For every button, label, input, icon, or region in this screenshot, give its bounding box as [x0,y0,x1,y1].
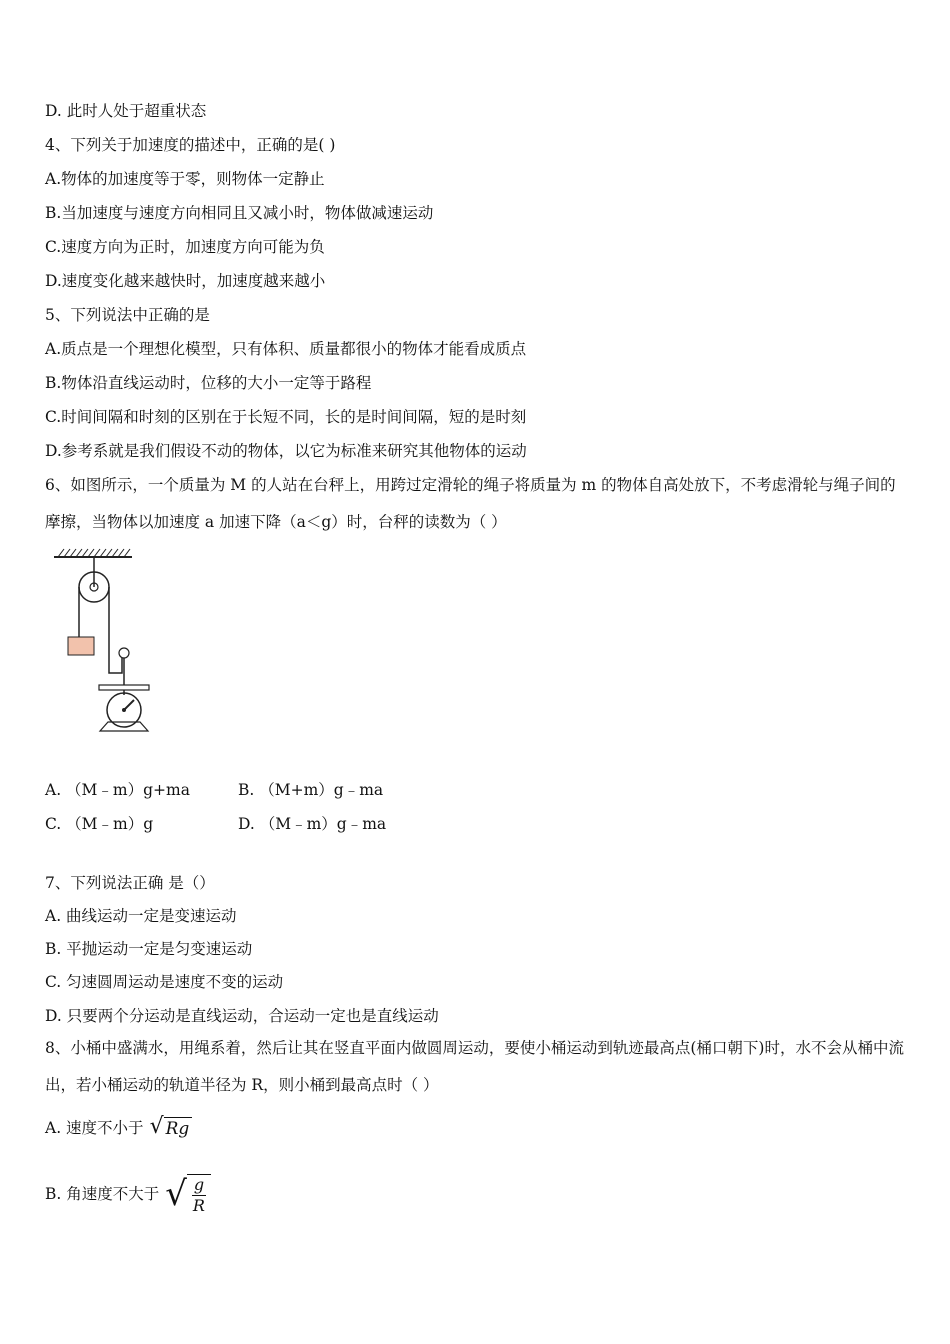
question-8: 8、小桶中盛满水，用绳系着，然后让其在竖直平面内做圆周运动，要使小桶运动到轨迹最高点(桶口朝下)时，水不会从桶中流出，若小桶运动的轨道半径为 R，则小桶到最高点时（ ） [45,1039,904,1094]
sqrt-expression [150,1115,193,1140]
option-8a-label: A. 速度不小于 [45,1118,144,1137]
radicand-rg: Rg [164,1117,193,1140]
option-5b: B.物体沿直线运动时，位移的大小一定等于路程 [45,374,372,392]
fraction-denominator: R [192,1196,205,1215]
question-6: 6、如图所示，一个质量为 M 的人站在台秤上，用跨过定滑轮的绳子将质量为 m 的物体自高处放下，不考虑滑轮与绳子间的摩擦，当物体以加速度 a 加速下降（a＜g）时，台秤的读数为（ ） [45,476,896,531]
radical-sign: √ [165,1174,187,1214]
question-7: 7、下列说法正确 是（） [45,874,215,892]
option-6b: B. （M+m）g﹣ma [238,781,384,799]
option-7a: A. 曲线运动一定是变速运动 [45,907,237,925]
option-7d: D. 只要两个分运动是直线运动，合运动一定也是直线运动 [45,1007,439,1025]
option-8b [45,1172,211,1216]
option-7b: B. 平抛运动一定是匀变速运动 [45,940,253,958]
option-4b: B.当加速度与速度方向相同且又减小时，物体做减速运动 [45,204,434,222]
fraction-numerator: g [193,1175,205,1194]
question-4: 4、下列关于加速度的描述中，正确的是( ) [45,136,336,154]
option-5a: A.质点是一个理想化模型，只有体积、质量都很小的物体才能看成质点 [45,340,527,358]
question-5: 5、下列说法中正确的是 [45,306,210,324]
radical-sign: √ [149,1114,164,1139]
option-6c: C. （M﹣m）g [45,815,154,833]
option-3d: D. 此时人处于超重状态 [45,102,207,120]
sqrt-fraction [165,1172,211,1216]
fraction-g-over-r [187,1174,211,1216]
option-4a: A.物体的加速度等于零，则物体一定静止 [45,170,325,188]
option-4c: C.速度方向为正时，加速度方向可能为负 [45,238,325,256]
option-7c: C. 匀速圆周运动是速度不变的运动 [45,973,284,991]
option-5c: C.时间间隔和时刻的区别在于长短不同，长的是时间间隔，短的是时刻 [45,408,527,426]
option-5d: D.参考系就是我们假设不动的物体，以它为标准来研究其他物体的运动 [45,442,527,460]
option-6d: D. （M﹣m）g﹣ma [238,815,387,833]
option-8a [45,1115,192,1140]
option-8b-label: B. 角速度不大于 [45,1185,160,1203]
option-6a: A. （M﹣m）g+ma [45,781,190,799]
option-4d: D.速度变化越来越快时，加速度越来越小 [45,272,326,290]
pulley-scale-figure [52,545,162,735]
